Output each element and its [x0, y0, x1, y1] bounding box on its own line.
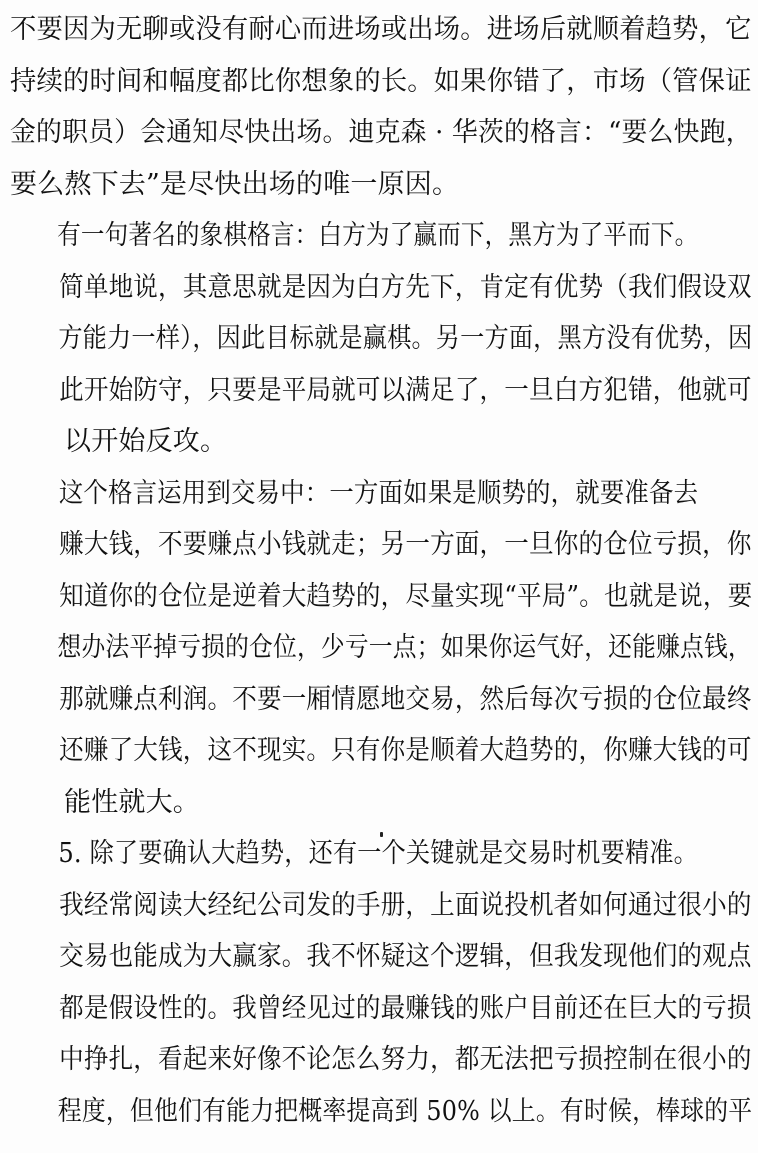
scan-speck [380, 832, 383, 837]
text-line: 持续的时间和幅度都比你想象的长。如果你错了，市场（管保证 [10, 65, 752, 97]
text-line: 方能力一样），因此目标就是赢棋。另一方面，黑方没有优势，因 [58, 323, 753, 354]
text-line: 知道你的仓位是逆着大趋势的，尽量实现“平局”。也就是说，要 [59, 580, 753, 612]
paragraph [10, 468, 752, 829]
body-text [10, 4, 752, 1137]
paragraph [10, 210, 752, 468]
text-line: 有一句著名的象棋格言：白方为了赢而下，黑方为了平而下。 [57, 220, 699, 251]
text-line: 能性就大。 [64, 786, 200, 818]
text-line: 那就赚点利润。不要一厢情愿地交易，然后每次亏损的仓位最终 [59, 683, 752, 715]
text-line: 中挣扎，看起来好像不论怎么努力，都无法把亏损控制在很小的 [59, 1044, 752, 1075]
text-line: 此开始防守，只要是平局就可以满足了，一旦白方犯错，他就可 [59, 374, 752, 406]
text-line: 还赚了大钱，这不现实。只有你是顺着大趋势的，你赚大钱的可 [59, 735, 752, 766]
text-line: 简单地说，其意思就是因为白方先下，肯定有优势（我们假设双 [59, 271, 752, 303]
text-line: 程度，但他们有能力把概率提高到 50% 以上。有时候，棒球的平 [57, 1095, 753, 1127]
text-line: 都是假设性的。我曾经见过的最赚钱的账户目前还在巨大的亏损 [59, 992, 752, 1024]
paragraph [10, 4, 752, 210]
text-line: 我经常阅读大经纪公司发的手册，上面说投机者如何通过很小的 [59, 889, 752, 921]
text-line: 不要因为无聊或没有耐心而进场或出场。进场后就顺着趋势，它 [10, 14, 752, 45]
paragraph [10, 828, 752, 1137]
text-line: 5. 除了要确认大趋势，还有一个关键就是交易时机要精准。 [58, 838, 698, 869]
text-line: 赚大钱，不要赚点小钱就走；另一方面，一旦你的仓位亏损，你 [59, 529, 752, 560]
text-line: 以开始反攻。 [64, 426, 228, 457]
text-line: 这个格言运用到交易中：一方面如果是顺势的，就要准备去 [58, 477, 699, 509]
text-line: 想办法平掉亏损的仓位，少亏一点；如果你运气好，还能赚点钱， [57, 632, 752, 663]
text-line: 金的职员）会通知尽快出场。迪克森 · 华茨的格言：“要么快跑， [10, 117, 752, 148]
text-line: 交易也能成为大赢家。我不怀疑这个逻辑，但我发现他们的观点 [59, 941, 752, 972]
text-line: 要么熬下去”是尽快出场的唯一原因。 [10, 168, 460, 200]
